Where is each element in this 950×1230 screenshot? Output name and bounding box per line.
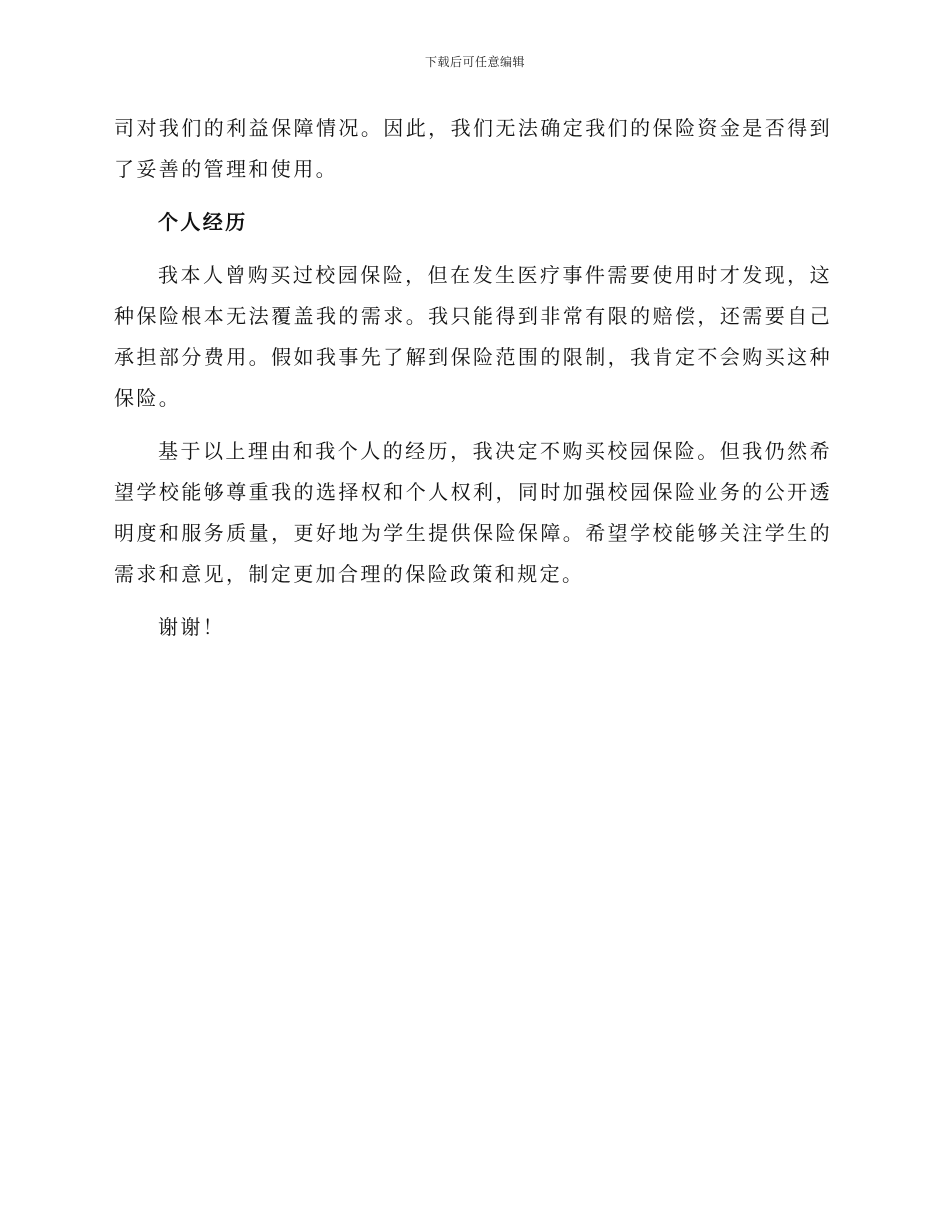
page-header: 下载后可任意编辑 (424, 55, 525, 69)
closing-text: 谢谢！ (158, 615, 226, 639)
paragraph-personal-experience: 我本人曾购买过校园保险，但在发生医疗事件需要使用时才发现，这种保险根本无法覆盖我的需求。我只能得到非常有限的赔偿，还需要自己承担部分费用。假如我事先了解到保险范围的限制，我肯定不会购买这种保险。 (114, 263, 832, 410)
paragraph-continuation: 司对我们的利益保障情况。因此，我们无法确定我们的保险资金是否得到了妥善的管理和使用。 (114, 116, 832, 181)
paragraph-conclusion: 基于以上理由和我个人的经历，我决定不购买校园保险。但我仍然希望学校能够尊重我的选择权和个人权利，同时加强校园保险业务的公开透明度和服务质量，更好地为学生提供保险保障。希望学校能够关注学生的需求和意见，制定更加合理的保险政策和规定。 (114, 439, 832, 586)
document-body (114, 108, 832, 648)
section-heading: 个人经历 (158, 210, 248, 234)
